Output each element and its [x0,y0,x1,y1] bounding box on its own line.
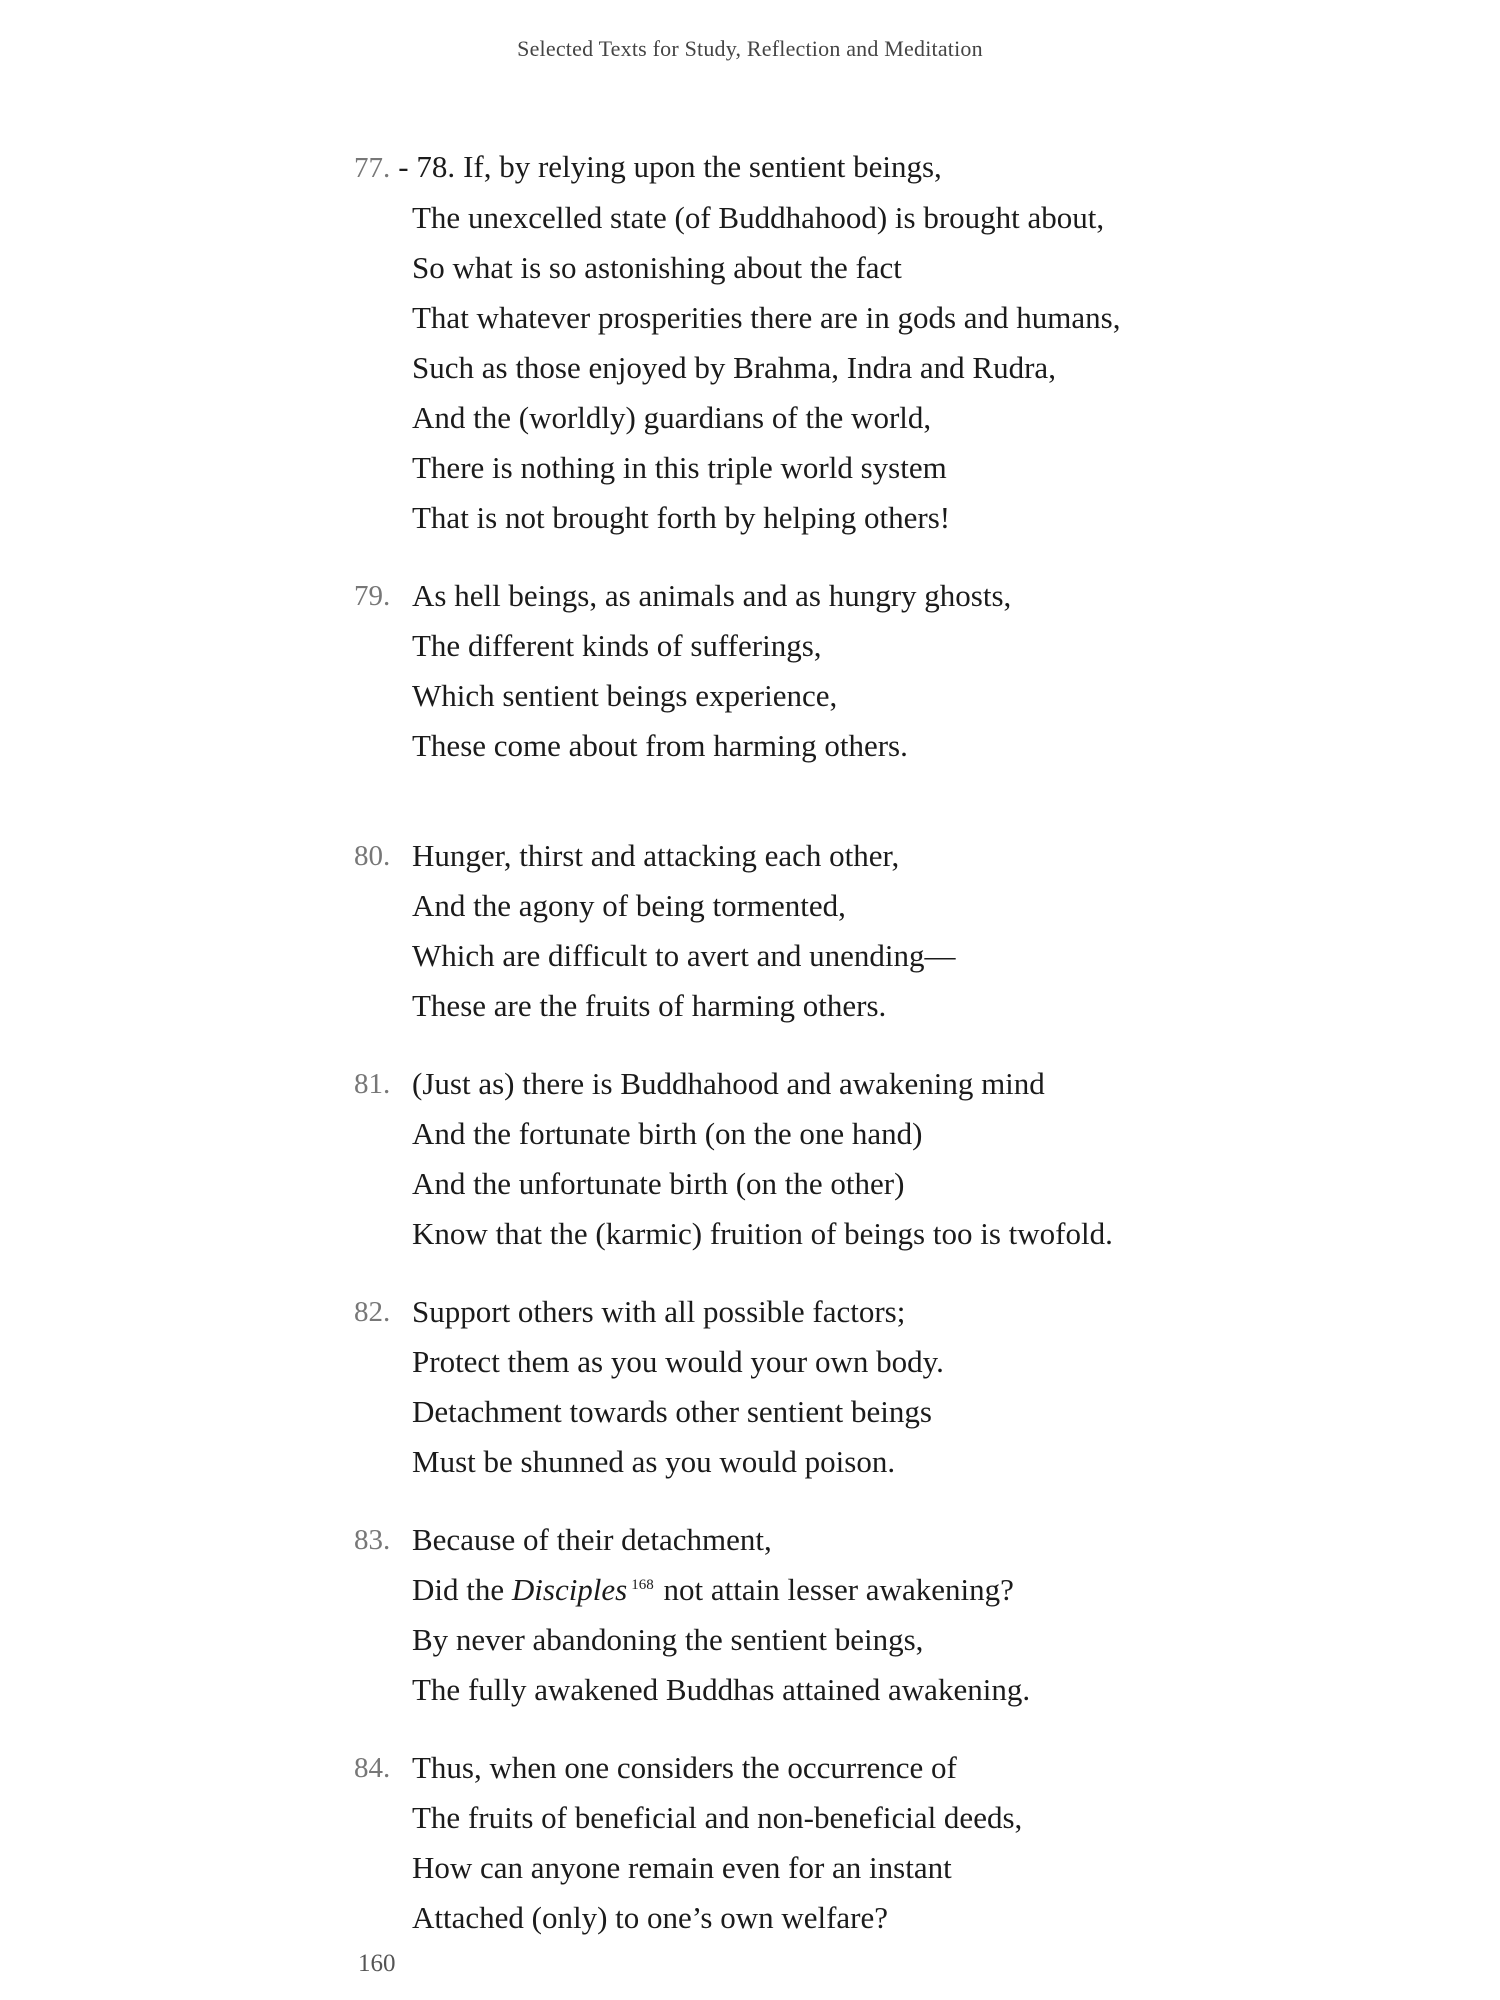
page-number: 160 [358,1950,396,1977]
verse-line: And the agony of being tormented, [412,888,846,923]
verse-line: So what is so astonishing about the fact [412,250,902,285]
verse-line: Hunger, thirst and attacking each other, [412,838,900,873]
verse-line: Thus, when one considers the occurrence of [412,1750,957,1785]
verse-line: That whatever prosperities there are in gods and humans, [412,300,1121,335]
verse-84 [354,1743,1404,1943]
verse-77-78 [354,142,1404,543]
verse-line: The different kinds of sufferings, [412,628,822,663]
verse-number: 80. [354,840,391,872]
verse-line: The fully awakened Buddhas attained awakening. [412,1672,1031,1707]
verse-number-range: - 78. [398,149,456,184]
verse-number: 77. [354,152,391,184]
verse-line: Such as those enjoyed by Brahma, Indra and Rudra, [412,350,1056,385]
verse-line: These are the fruits of harming others. [412,988,887,1023]
verse-number: 79. [354,580,391,612]
verse-line: If, by relying upon the sentient beings, [463,149,942,184]
verse-line: Detachment towards other sentient beings [412,1394,932,1429]
verse-line: Must be shunned as you would poison. [412,1444,896,1479]
verse-line-with-footnote [412,1565,1404,1615]
verse-line: And the fortunate birth (on the one hand) [412,1116,923,1151]
verse-line: That is not brought forth by helping others! [412,500,951,535]
verse-number: 82. [354,1296,391,1328]
verse-line: Because of their detachment, [412,1522,772,1557]
verse-line: And the unfortunate birth (on the other) [412,1166,905,1201]
verse-line: (Just as) there is Buddhahood and awakening mind [412,1066,1045,1101]
verse-number: 84. [354,1752,391,1784]
verse-text: Did the [412,1572,512,1607]
verse-text: not attain lesser awakening? [655,1572,1014,1607]
verse-line: By never abandoning the sentient beings, [412,1622,924,1657]
verse-82 [354,1287,1404,1487]
running-head: Selected Texts for Study, Reflection and Meditation [517,36,983,61]
verse-77-78-first-line [354,142,1404,193]
verse-line: There is nothing in this triple world system [412,450,947,485]
verse-81 [354,1059,1404,1259]
verse-line: Protect them as you would your own body. [412,1344,944,1379]
italic-term: Disciples [511,1572,628,1607]
verse-number: 83. [354,1524,391,1556]
verse-line: Which sentient beings experience, [412,678,838,713]
verse-line: Know that the (karmic) fruition of beings too is twofold. [412,1216,1113,1251]
verse-line: The unexcelled state (of Buddhahood) is brought about, [412,200,1105,235]
verse-line: And the (worldly) guardians of the world, [412,400,932,435]
verse-list [354,142,1404,1971]
verse-79 [354,571,1404,771]
footnote-marker: 168 [631,1576,654,1593]
verse-line: Which are difficult to avert and unending— [412,938,956,973]
verse-line: How can anyone remain even for an instant [412,1850,952,1885]
verse-line: These come about from harming others. [412,728,908,763]
verse-83 [354,1515,1404,1715]
verse-80 [354,831,1404,1031]
verse-line: Attached (only) to one’s own welfare? [412,1900,889,1935]
verse-number: 81. [354,1068,391,1100]
verse-line: Support others with all possible factors; [412,1294,906,1329]
verse-line: As hell beings, as animals and as hungry ghosts, [412,578,1012,613]
verse-line: The fruits of beneficial and non-beneficial deeds, [412,1800,1023,1835]
